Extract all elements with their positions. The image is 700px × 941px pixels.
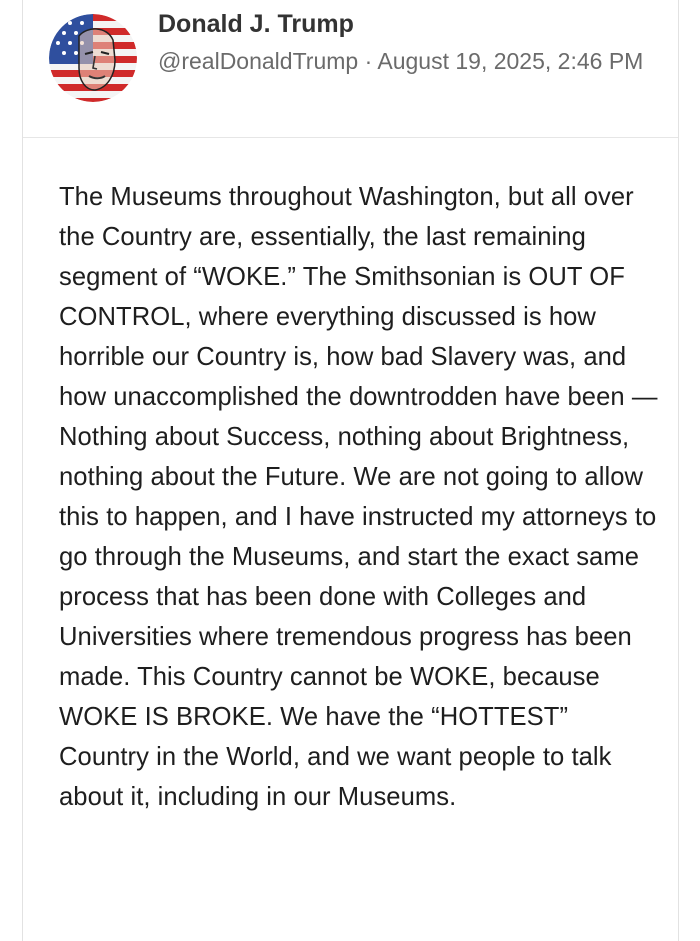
post-timestamp[interactable]: August 19, 2025, 2:46 PM (377, 48, 644, 74)
post-card (22, 0, 679, 941)
post-header (23, 0, 678, 138)
author-handle[interactable]: @realDonaldTrump (158, 48, 359, 74)
meta-separator: · (358, 48, 378, 74)
post-body (59, 177, 659, 817)
author-block (158, 8, 658, 79)
avatar[interactable] (49, 14, 137, 102)
portrait-flag-avatar-icon (49, 14, 137, 102)
post-text: The Museums throughout Washington, but all over the Country are, essentially, the last remaining segment of “WOKE.” The Smithsonian is OUT OF CONTROL, where everything discussed is how horrible our Country is, how bad Slavery was, and how unaccomplished the downtrodden have been — Nothing about Success, nothing about Brightness, nothing about the Future. We are not going to allow this to happen, and I have instructed my attorneys to go through the Museums, and start the exact same process that has been done with Colleges and Universities where tremendous progress has been made. This Country cannot be WOKE, because WOKE IS BROKE. We have the “HOTTEST” Country in the World, and we want people to talk about it, including in our Museums. (59, 183, 658, 811)
post-meta (158, 44, 658, 79)
author-display-name[interactable]: Donald J. Trump (158, 10, 354, 38)
